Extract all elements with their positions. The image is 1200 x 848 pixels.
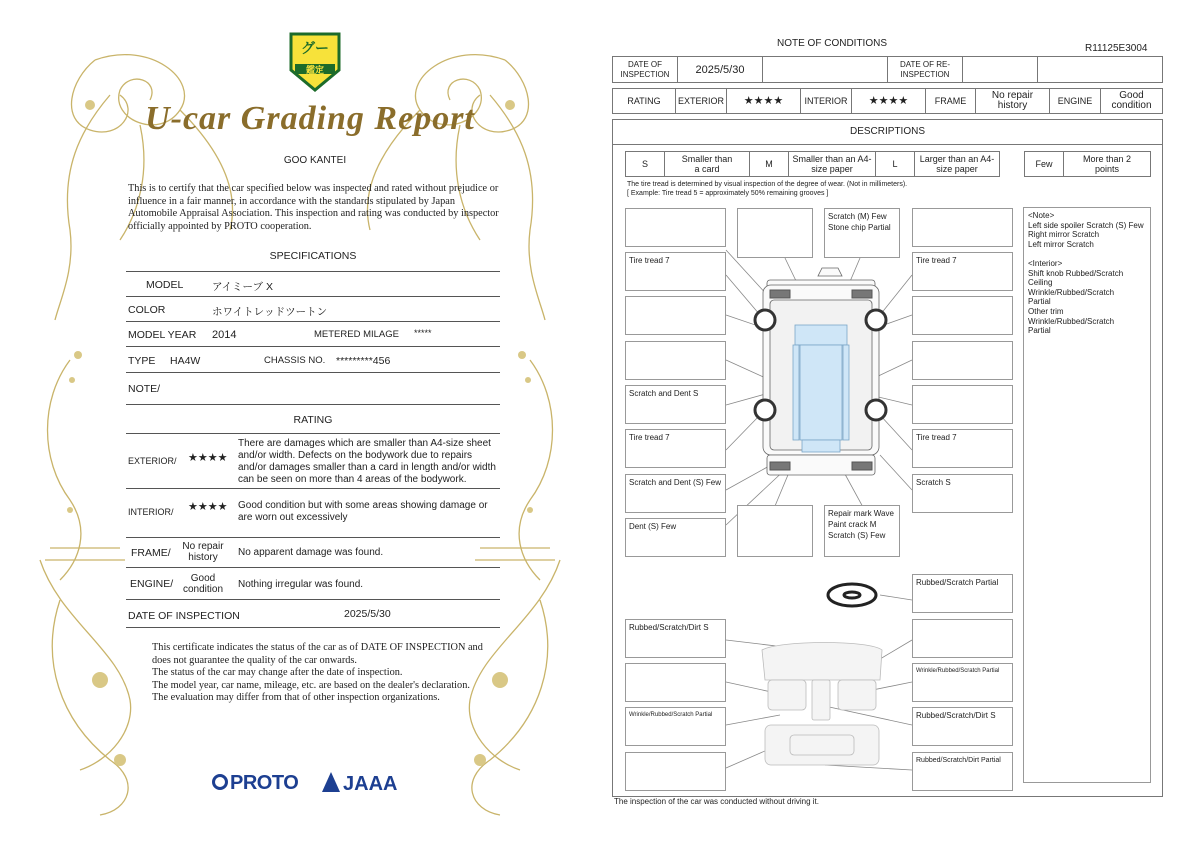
color-label: COLOR — [128, 304, 166, 316]
note-line: Left mirror Scratch — [1028, 239, 1094, 249]
tire-tread-note-example: [ Example: Tire tread 5 = approximately 50% remaining grooves ] — [627, 190, 829, 197]
chassis-label: CHASSIS NO. — [264, 355, 326, 366]
disclaimer-line: The evaluation may differ from that of other inspection organizations. — [152, 692, 440, 703]
date-of-inspection-label: DATE OF INSPECTION — [128, 610, 240, 622]
exterior-label: EXTERIOR — [675, 88, 727, 114]
condition-box-tire-front-left: Tire tread 7 — [625, 252, 726, 291]
badge-bottom-text: 鑑定 — [305, 66, 324, 76]
frame-label: FRAME — [925, 88, 976, 114]
note-line: Wrinkle/Rubbed/Scratch — [1028, 287, 1115, 297]
exterior-label: EXTERIOR/ — [128, 456, 177, 466]
note-line: <Interior> — [1028, 258, 1063, 268]
jaaa-logo-text: JAAA — [343, 773, 398, 795]
legend-m-desc: Smaller than an A4-size paper — [788, 151, 876, 177]
engine-label: ENGINE/ — [130, 578, 174, 590]
model-year-label: MODEL YEAR — [128, 329, 197, 341]
condition-box-interior-left-2: Wrinkle/Rubbed/Scratch Partial — [625, 707, 726, 746]
disclaimer-line: The model year, car name, mileage, etc. are based on the dealer's declaration. — [152, 679, 470, 691]
legend-m: M — [749, 151, 789, 177]
date-of-reinspection-value — [962, 56, 1038, 83]
legend-l: L — [875, 151, 915, 177]
date-of-inspection-row — [126, 601, 500, 628]
tire-tread-note — [627, 180, 907, 198]
date-of-reinspection-label: DATE OF RE-INSPECTION — [887, 56, 963, 83]
date-of-inspection-label: DATE OF INSPECTION — [612, 56, 678, 83]
interior-stars: ★★★★ — [851, 88, 926, 114]
goo-kantei-badge — [287, 30, 343, 94]
condition-box — [912, 208, 1013, 247]
condition-box-tire-front-right: Tire tread 7 — [912, 252, 1013, 291]
condition-box — [912, 619, 1013, 658]
rating-label: RATING — [612, 88, 676, 114]
exterior-stars: ★★★★ — [726, 88, 801, 114]
sheet-title: NOTE OF CONDITIONS — [777, 38, 887, 49]
engine-row — [126, 569, 500, 600]
note-line: Shift knob Rubbed/Scratch — [1028, 268, 1124, 278]
condition-box — [625, 208, 726, 247]
badge-top-text: グー — [301, 41, 329, 57]
note-row — [126, 374, 500, 405]
note-label: NOTE/ — [128, 383, 161, 395]
engine-value: Good condition — [1100, 88, 1163, 114]
frame-description: No apparent damage was found. — [238, 547, 384, 558]
condition-box-dash-left: Rubbed/Scratch/Dirt S — [625, 619, 726, 658]
certificate-subtitle: GOO KANTEI — [283, 155, 347, 166]
condition-box-tire-rear-right: Tire tread 7 — [912, 429, 1013, 468]
interior-stars: ★★★★ — [188, 501, 228, 513]
tire-tread-note-line: The tire tread is determined by visual inspection of the degree of wear. (Not in millimeters). — [627, 181, 908, 188]
note-line: Left side spoiler Scratch (S) Few — [1028, 220, 1144, 230]
condition-box-rear-center: Repair mark Wave Paint crack M Scratch (S) Few — [824, 505, 900, 557]
condition-box — [737, 505, 813, 557]
proto-logo — [212, 772, 298, 795]
frame-row — [126, 539, 500, 568]
metered-mileage-value: ***** — [414, 328, 432, 338]
certify-paragraph: This is to certify that the car specified below was inspected and rated without prejudice or influence in a fair manner, in accordance with the standards stipulated by Japan Automobile Appraisal Association. This inspection and rating was conducted by inspector officially appointed by PROTO cooperation. — [128, 183, 499, 232]
condition-box — [912, 296, 1013, 335]
interior-description: Good condition but with some areas showing damage or are worn out excessively — [238, 500, 488, 523]
condition-box-interior-right-2: Rubbed/Scratch/Dirt S — [912, 707, 1013, 746]
condition-box-tire-rear-left: Tire tread 7 — [625, 429, 726, 468]
model-value: アイミーブ X — [212, 281, 273, 293]
engine-label: ENGINE — [1049, 88, 1101, 114]
type-label: TYPE — [128, 355, 156, 367]
metered-mileage-label: METERED MILAGE — [314, 329, 399, 340]
condition-box-interior-right-3: Rubbed/Scratch/Dirt Partial — [912, 752, 1013, 791]
condition-box-left-mid: Scratch and Dent S — [625, 385, 726, 424]
note-line: Ceiling — [1028, 278, 1053, 288]
legend-s-desc: Smaller than a card — [664, 151, 750, 177]
disclaimer — [152, 642, 492, 705]
note-line: Right mirror Scratch — [1028, 230, 1100, 240]
interior-row — [126, 489, 500, 538]
engine-value: Good condition — [182, 573, 224, 595]
exterior-description: There are damages which are smaller than A4-size sheet and/or width. Defects on the bodywork due to repairs and/or damages smaller than a card in length and/or width can be seen on more than 4 areas of the bodywork. — [238, 438, 496, 485]
condition-box — [912, 341, 1013, 380]
rating-heading: RATING — [293, 414, 333, 426]
interior-label: INTERIOR/ — [128, 507, 174, 517]
note-line: Other trim — [1028, 306, 1064, 316]
model-label: MODEL — [146, 279, 184, 291]
frame-value: No repair history — [975, 88, 1050, 114]
legend-few: Few — [1024, 151, 1064, 177]
condition-box-front-center: Scratch (M) Few Stone chip Partial — [824, 208, 900, 258]
date-blank-cell — [1037, 56, 1163, 83]
sheet-footer: The inspection of the car was conducted without driving it. — [614, 797, 819, 806]
frame-label: FRAME/ — [131, 547, 171, 559]
date-blank-cell — [762, 56, 888, 83]
color-value: ホワイトレッドツートン — [212, 306, 328, 318]
exterior-stars: ★★★★ — [188, 452, 228, 464]
condition-box — [737, 208, 813, 258]
descriptions-heading: DESCRIPTIONS — [612, 119, 1163, 145]
legend-l-desc: Larger than an A4-size paper — [914, 151, 1000, 177]
condition-box-left-bottom: Dent (S) Few — [625, 518, 726, 557]
type-row — [126, 348, 500, 373]
model-year-row — [126, 322, 500, 347]
chassis-value: *********456 — [336, 355, 391, 367]
date-of-inspection-value: 2025/5/30 — [344, 608, 391, 620]
engine-description: Nothing irregular was found. — [238, 579, 364, 590]
note-line: Partial — [1028, 297, 1051, 307]
condition-box — [625, 341, 726, 380]
jaaa-mark-icon — [322, 772, 340, 792]
document-id: R11125E3004 — [1085, 43, 1148, 54]
condition-box-right-rear: Scratch S — [912, 474, 1013, 513]
model-row — [126, 271, 500, 297]
condition-box — [912, 385, 1013, 424]
proto-mark-icon — [212, 774, 228, 790]
note-line: Wrinkle/Rubbed/Scratch — [1028, 316, 1115, 326]
legend-few-desc: More than 2 points — [1063, 151, 1151, 177]
proto-logo-text: PROTO — [230, 772, 299, 794]
frame-value: No repair history — [182, 541, 224, 563]
jaaa-logo — [322, 772, 397, 796]
note-line: Partial — [1028, 326, 1051, 336]
exterior-row — [126, 433, 500, 489]
legend-s: S — [625, 151, 665, 177]
model-year-value: 2014 — [212, 329, 237, 341]
color-row — [126, 297, 500, 322]
specifications-heading: SPECIFICATIONS — [269, 250, 357, 262]
note-line: <Note> — [1028, 211, 1055, 220]
certificate-title: U-car Grading Report — [145, 100, 475, 137]
interior-label: INTERIOR — [800, 88, 852, 114]
disclaimer-line: The status of the car may change after the date of inspection. — [152, 667, 403, 678]
condition-box — [625, 296, 726, 335]
disclaimer-line: This certificate indicates the status of the car as of DATE OF INSPECTION and does not guarantee the quality of the car onwards. — [152, 642, 483, 666]
condition-box — [625, 752, 726, 791]
condition-box-left-rear: Scratch and Dent (S) Few — [625, 474, 726, 513]
date-of-inspection-value: 2025/5/30 — [677, 56, 763, 83]
note-line — [1028, 249, 1146, 259]
condition-box-steering: Rubbed/Scratch Partial — [912, 574, 1013, 613]
condition-box-interior-right-1: Wrinkle/Rubbed/Scratch Partial — [912, 663, 1013, 702]
notes-box — [1023, 207, 1151, 783]
type-value: HA4W — [170, 355, 201, 367]
condition-box — [625, 663, 726, 702]
